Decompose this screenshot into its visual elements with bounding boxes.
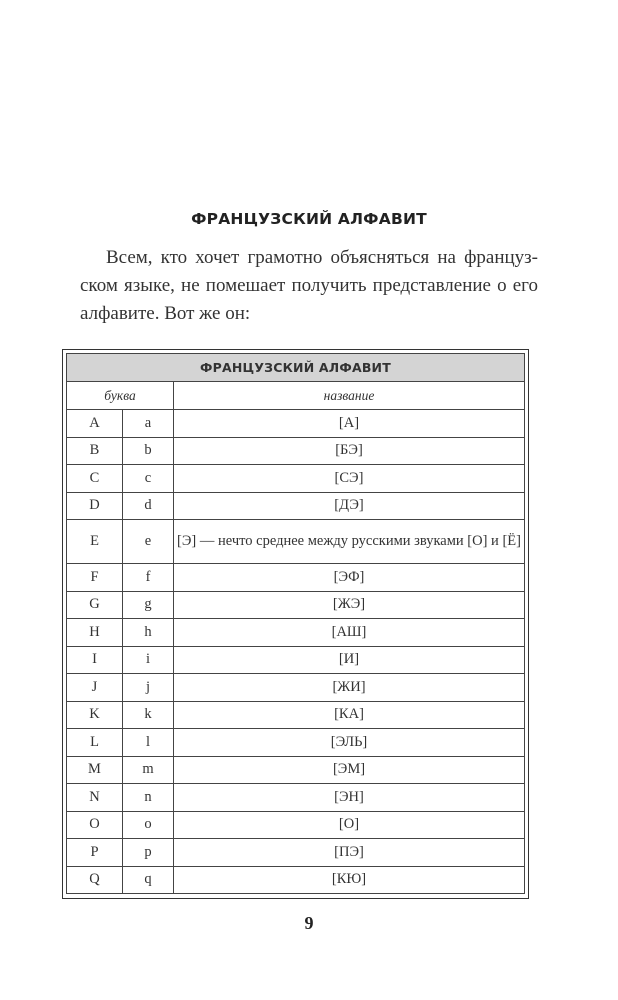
lower-letter-cell: h — [123, 619, 174, 647]
letter-name-cell: [БЭ] — [174, 437, 525, 465]
intro-line: ском языке, не помешает получить представление о его — [80, 275, 538, 296]
lower-letter-cell: g — [123, 591, 174, 619]
lower-letter-cell: a — [123, 410, 174, 438]
upper-letter-cell: N — [67, 784, 123, 812]
letter-name-cell: [СЭ] — [174, 465, 525, 493]
letter-name-cell: [АШ] — [174, 619, 525, 647]
lower-letter-cell: f — [123, 564, 174, 592]
upper-letter-cell: G — [67, 591, 123, 619]
letter-name-cell: [ЖИ] — [174, 674, 525, 702]
letter-name-cell: [ПЭ] — [174, 839, 525, 867]
lower-letter-cell: p — [123, 839, 174, 867]
table-row — [67, 839, 525, 867]
table-row — [67, 410, 525, 438]
page-number: 9 — [304, 913, 314, 933]
lower-letter-cell: i — [123, 646, 174, 674]
table-row — [67, 701, 525, 729]
upper-letter-cell: D — [67, 492, 123, 520]
table-row — [67, 866, 525, 894]
lower-letter-cell: d — [123, 492, 174, 520]
table-row — [67, 619, 525, 647]
table-row — [67, 646, 525, 674]
intro-line: Всем, кто хочет грамотно объясняться на француз- — [106, 247, 538, 268]
alphabet-table — [66, 353, 525, 894]
table-row — [67, 811, 525, 839]
table-row — [67, 729, 525, 757]
letter-name-cell: [А] — [174, 410, 525, 438]
lower-letter-cell: m — [123, 756, 174, 784]
table-row — [67, 520, 525, 564]
letter-name-cell: [О] — [174, 811, 525, 839]
intro-line: алфавите. Вот же он: — [80, 303, 251, 324]
upper-letter-cell: Q — [67, 866, 123, 894]
letter-name-cell: [Э] — нечто среднее между русскими звуками [О] и [Ё] — [174, 520, 525, 564]
upper-letter-cell: I — [67, 646, 123, 674]
lower-letter-cell: l — [123, 729, 174, 757]
column-header-name: название — [174, 382, 525, 410]
upper-letter-cell: A — [67, 410, 123, 438]
letter-name-cell: [КЮ] — [174, 866, 525, 894]
table-row — [67, 492, 525, 520]
table-row — [67, 674, 525, 702]
upper-letter-cell: B — [67, 437, 123, 465]
table-row — [67, 437, 525, 465]
letter-name-cell: [ДЭ] — [174, 492, 525, 520]
upper-letter-cell: L — [67, 729, 123, 757]
alphabet-table-frame — [62, 349, 529, 899]
lower-letter-cell: o — [123, 811, 174, 839]
lower-letter-cell: j — [123, 674, 174, 702]
table-row — [67, 465, 525, 493]
letter-name-cell: [ЭЛЬ] — [174, 729, 525, 757]
lower-letter-cell: b — [123, 437, 174, 465]
table-row — [67, 591, 525, 619]
upper-letter-cell: P — [67, 839, 123, 867]
lower-letter-cell: n — [123, 784, 174, 812]
letter-name-cell: [ЭН] — [174, 784, 525, 812]
table-row — [67, 784, 525, 812]
lower-letter-cell: k — [123, 701, 174, 729]
upper-letter-cell: J — [67, 674, 123, 702]
section-heading: ФРАНЦУЗСКИЙ АЛФАВИТ — [191, 210, 427, 228]
letter-name-cell: [И] — [174, 646, 525, 674]
table-row — [67, 756, 525, 784]
letter-name-cell: [ЖЭ] — [174, 591, 525, 619]
upper-letter-cell: O — [67, 811, 123, 839]
upper-letter-cell: C — [67, 465, 123, 493]
table-row — [67, 564, 525, 592]
upper-letter-cell: H — [67, 619, 123, 647]
letter-name-cell: [КА] — [174, 701, 525, 729]
column-header-letter: буква — [67, 382, 174, 410]
upper-letter-cell: F — [67, 564, 123, 592]
table-caption: ФРАНЦУЗСКИЙ АЛФАВИТ — [67, 354, 525, 382]
upper-letter-cell: M — [67, 756, 123, 784]
lower-letter-cell: e — [123, 520, 174, 564]
letter-name-cell: [ЭМ] — [174, 756, 525, 784]
lower-letter-cell: c — [123, 465, 174, 493]
upper-letter-cell: K — [67, 701, 123, 729]
letter-name-cell: [ЭФ] — [174, 564, 525, 592]
intro-paragraph — [80, 244, 538, 328]
upper-letter-cell: E — [67, 520, 123, 564]
lower-letter-cell: q — [123, 866, 174, 894]
